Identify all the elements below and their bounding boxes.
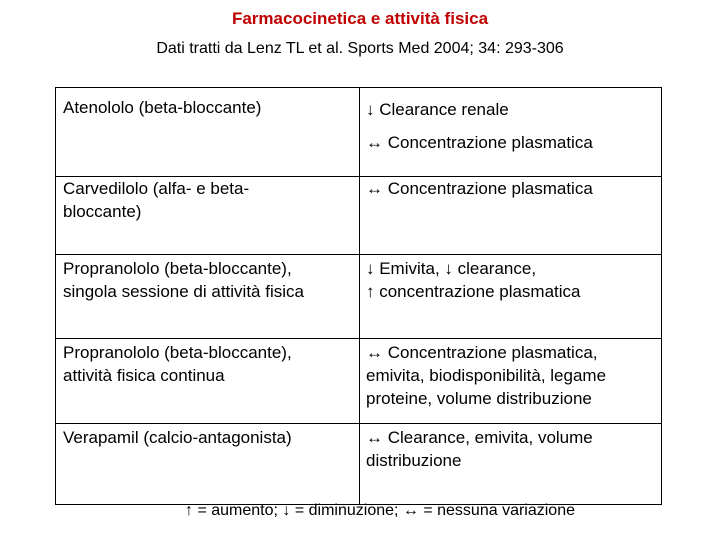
effect-cell <box>360 177 662 255</box>
effect-text: emivita, biodisponibilità, legame <box>366 366 607 385</box>
table-row <box>56 177 662 255</box>
effect-text: ↔ Clearance, emivita, volume <box>366 428 593 447</box>
drug-cell <box>56 339 360 424</box>
effect-text: ↔ Concentrazione plasmatica <box>366 133 593 152</box>
effect-cell <box>360 88 662 177</box>
table-row <box>56 424 662 505</box>
effect-cell <box>360 339 662 424</box>
drug-name: bloccante) <box>63 202 142 221</box>
drug-name: Verapamil (calcio-antagonista) <box>63 428 292 447</box>
drug-cell <box>56 88 360 177</box>
drug-cell <box>56 424 360 505</box>
legend: ↑ = aumento; ↓ = diminuzione; ↔ = nessuna variazione <box>185 502 575 519</box>
page-title: Farmacocinetica e attività fisica <box>231 9 489 28</box>
effect-text: ↓ Emivita, ↓ clearance, <box>366 259 537 278</box>
effect-text: ↔ Concentrazione plasmatica, <box>366 343 598 362</box>
table-row <box>56 339 662 424</box>
effect-text: ↓ Clearance renale <box>366 100 509 119</box>
source-citation: Dati tratti da Lenz TL et al. Sports Med 2004; 34: 293-306 <box>156 40 564 57</box>
pharmacokinetics-table <box>55 87 662 505</box>
drug-name: Carvedilolo (alfa- e beta- <box>63 179 250 198</box>
drug-name: Propranololo (beta-bloccante), <box>63 259 292 278</box>
drug-name: Atenololo (beta-bloccante) <box>63 98 262 117</box>
table-row <box>56 88 662 177</box>
effect-text: proteine, volume distribuzione <box>366 389 592 408</box>
drug-name: Propranololo (beta-bloccante), <box>63 343 292 362</box>
drug-cell <box>56 177 360 255</box>
table-row <box>56 255 662 339</box>
effect-text: distribuzione <box>366 451 462 470</box>
drug-name: singola sessione di attività fisica <box>63 282 304 301</box>
drug-name: attività fisica continua <box>63 366 225 385</box>
drug-cell <box>56 255 360 339</box>
effect-text: ↑ concentrazione plasmatica <box>366 282 581 301</box>
effect-text: ↔ Concentrazione plasmatica <box>366 179 593 198</box>
effect-cell <box>360 255 662 339</box>
effect-cell <box>360 424 662 505</box>
